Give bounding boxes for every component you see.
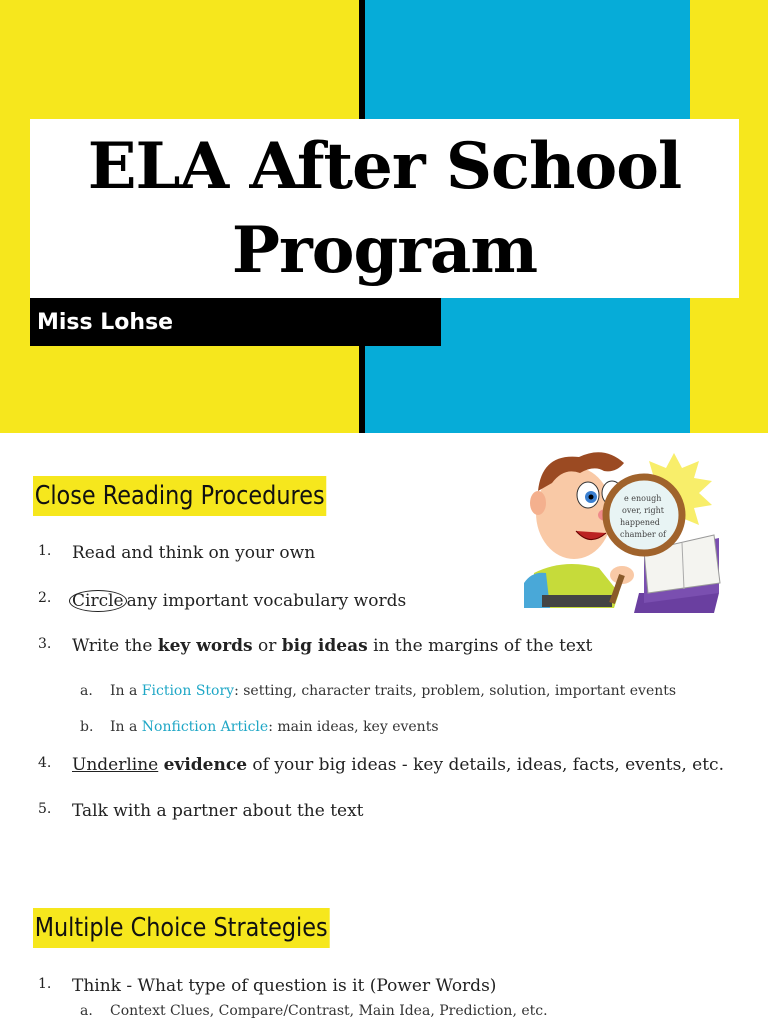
nonfiction-article-link: Nonfiction Article xyxy=(141,719,269,735)
page-title xyxy=(88,125,681,293)
title-slide xyxy=(0,0,768,433)
svg-text:chamber of: chamber of xyxy=(620,530,666,539)
circled-word: Circle xyxy=(69,590,127,612)
title-box xyxy=(30,119,739,298)
subtitle: Miss Lohse xyxy=(37,309,174,335)
fiction-story-link: Fiction Story xyxy=(141,683,235,699)
heading-multiple-choice: Multiple Choice Strategies xyxy=(33,908,329,948)
svg-text:e enough: e enough xyxy=(624,494,662,503)
heading-close-reading: Close Reading Procedures xyxy=(33,476,326,516)
svg-text:over, right: over, right xyxy=(622,506,664,515)
subtitle-box xyxy=(30,298,441,346)
content-slide: Close Reading Procedures e enough over, right happened chamber of 1. Read and think on your own 2. Circle any important vocabulary words 3. Write the key words or big ideas in the margins of the text a. In a Fiction Story: setting, character traits, problem, solution, important events b. In a Nonfiction Article: main ideas, key events 4. Underline evidence of your big ideas - key details, ideas, facts, events, etc. 5. Talk with a partner about the text Multiple Choice Strategies 1. Think - What type of question is it (Power Words) a. Context Clues, Compare/Contrast, Main Idea, Prediction, etc. xyxy=(0,433,768,1024)
boy-with-magnifying-glass-icon xyxy=(524,443,724,618)
svg-text:happened: happened xyxy=(620,518,660,527)
title-line-2: Program xyxy=(231,212,538,288)
title-line-1: ELA After School xyxy=(87,128,682,204)
